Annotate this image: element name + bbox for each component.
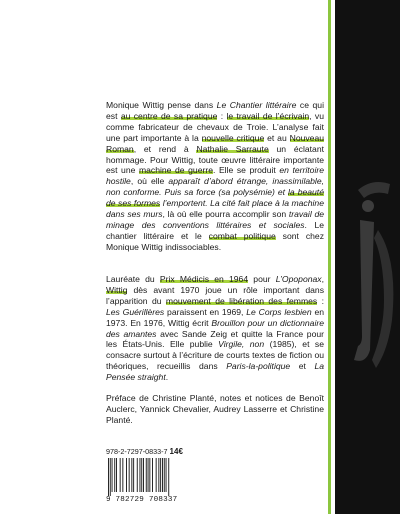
barcode-bar — [114, 458, 115, 492]
text-run: Préface de Christine Planté, notes et notices de Benoît Auclerc, Yannick Chevalier, Audrey Lasserre et Christine Planté. — [106, 393, 324, 425]
barcode-bar — [112, 458, 113, 492]
barcode-bar — [149, 458, 150, 492]
barcode-bar — [164, 458, 165, 492]
barcode-bar — [108, 458, 109, 496]
text-run: : — [217, 110, 227, 121]
green-stripe — [328, 0, 331, 514]
highlighted-phrase: Wittig — [106, 284, 128, 295]
barcode-bar — [152, 458, 153, 492]
barcode-bar — [158, 458, 159, 492]
italic-phrase: Les Guérillères — [106, 306, 165, 317]
barcode-bar — [126, 458, 127, 492]
barcode-bar — [129, 458, 130, 492]
italic-phrase: La Pensée straight — [106, 361, 324, 383]
highlighted-phrase: Nouveau Roman — [106, 132, 325, 154]
italic-phrase: apparaît d’abord étrange, inassimilable, non conforme. Puis sa force (sa polysémie) et — [106, 176, 324, 198]
paragraph-chantier — [106, 100, 324, 253]
barcode-bar — [166, 458, 167, 492]
barcode-block — [106, 447, 218, 507]
barcode-bar — [143, 458, 144, 492]
text-run: paraissent en 1969, — [164, 306, 247, 317]
text-run: sont chez Monique Wittig indissociables. — [106, 230, 324, 252]
text-run: et — [290, 361, 315, 372]
highlighted-phrase: machine de guerre — [138, 165, 213, 176]
text-run: , où elle — [130, 176, 169, 187]
italic-phrase: en territoire hostile — [106, 165, 324, 187]
barcode-bar — [120, 458, 121, 492]
text-run: dès avant 1970 joue un rôle important dans l’apparition du — [106, 284, 324, 306]
barcode-bar — [131, 458, 132, 492]
italic-phrase: Brouillon pour un dictionnaire des amantes — [106, 317, 324, 339]
highlighted-phrase: au centre de sa pratique — [120, 110, 218, 121]
text-run: , vu comme fabricateur de chevaux de Troie. L’analyse fait une part importante à la — [106, 110, 324, 143]
price-text: 14€ — [169, 447, 183, 456]
text-run: . — [165, 372, 169, 383]
text-run: , là où elle pourra accomplir son — [162, 209, 289, 220]
barcode-bar — [137, 458, 138, 492]
highlighted-phrase: Prix Médicis en 1964 — [159, 274, 249, 284]
text-run: avec Sande Zeig et quitte la France pour les États-Unis. Elle publie — [106, 328, 324, 350]
barcode-bar — [110, 458, 111, 496]
text-run: (1985), et se consacre surtout à l’écriture de courts textes de fiction ou théoriques, recueillis dans — [106, 339, 325, 372]
highlighted-phrase: combat politique — [208, 230, 276, 241]
barcode-bar — [146, 458, 147, 492]
paragraph-biography — [106, 274, 324, 383]
isbn-price-line — [106, 447, 218, 456]
italic-phrase: Virgile, non — [218, 339, 265, 350]
text-run: pour — [248, 274, 276, 284]
barcode-bar — [160, 458, 161, 492]
highlighted-phrase: nouvelle critique — [201, 132, 265, 143]
highlighted-phrase: Nathalie Sarraute — [196, 143, 269, 154]
text-run: Monique Wittig pense dans — [106, 100, 217, 110]
isbn-text: 978-2-7297-0833-7 — [106, 447, 168, 456]
text-run: Lauréate du — [106, 274, 160, 284]
highlighted-phrase: le travail de l’écrivain — [226, 110, 310, 121]
barcode-bar — [162, 458, 163, 492]
text-run: . Elle se produit — [212, 165, 280, 176]
text-run: en 1973. En 1976, Wittig écrit — [106, 306, 325, 328]
barcode-bar — [156, 458, 157, 492]
highlighted-phrase: mouvement de libération des femmes — [165, 295, 318, 306]
italic-phrase: Le Chantier littéraire — [216, 100, 297, 110]
barcode-bar — [168, 458, 169, 496]
barcode — [106, 458, 206, 496]
barcode-bar — [116, 458, 117, 492]
barcode-bar — [122, 458, 123, 492]
italic-phrase: l’emportent. La cité fait place à la machine dans ses murs — [106, 198, 324, 220]
publisher-logo-icon — [340, 150, 400, 380]
barcode-digits: 9 782729 708337 — [106, 496, 178, 504]
barcode-bar — [148, 458, 149, 492]
italic-phrase: Le Corps lesbien — [246, 306, 312, 317]
text-run: : — [317, 295, 324, 306]
italic-phrase: Paris-la-politique — [226, 361, 291, 372]
text-run: . Le chantier littéraire et le — [106, 219, 325, 241]
barcode-bar — [133, 458, 134, 492]
text-run: un éclatant hommage. Pour Wittig, toute œuvre littéraire importante est une — [106, 143, 324, 176]
barcode-bar — [140, 458, 141, 492]
barcode-bar — [141, 458, 142, 492]
text-run: ce qui est — [106, 100, 324, 121]
italic-phrase: L’Opoponax — [275, 274, 322, 284]
highlighted-phrase: la beauté de ses formes — [106, 187, 324, 209]
paragraph-credits — [106, 393, 324, 426]
text-run: et au — [264, 132, 290, 143]
text-run: , et rend à — [133, 143, 197, 154]
italic-phrase: travail de minage des conventions littéraires et sociales — [106, 209, 325, 230]
text-run: , — [321, 274, 324, 284]
